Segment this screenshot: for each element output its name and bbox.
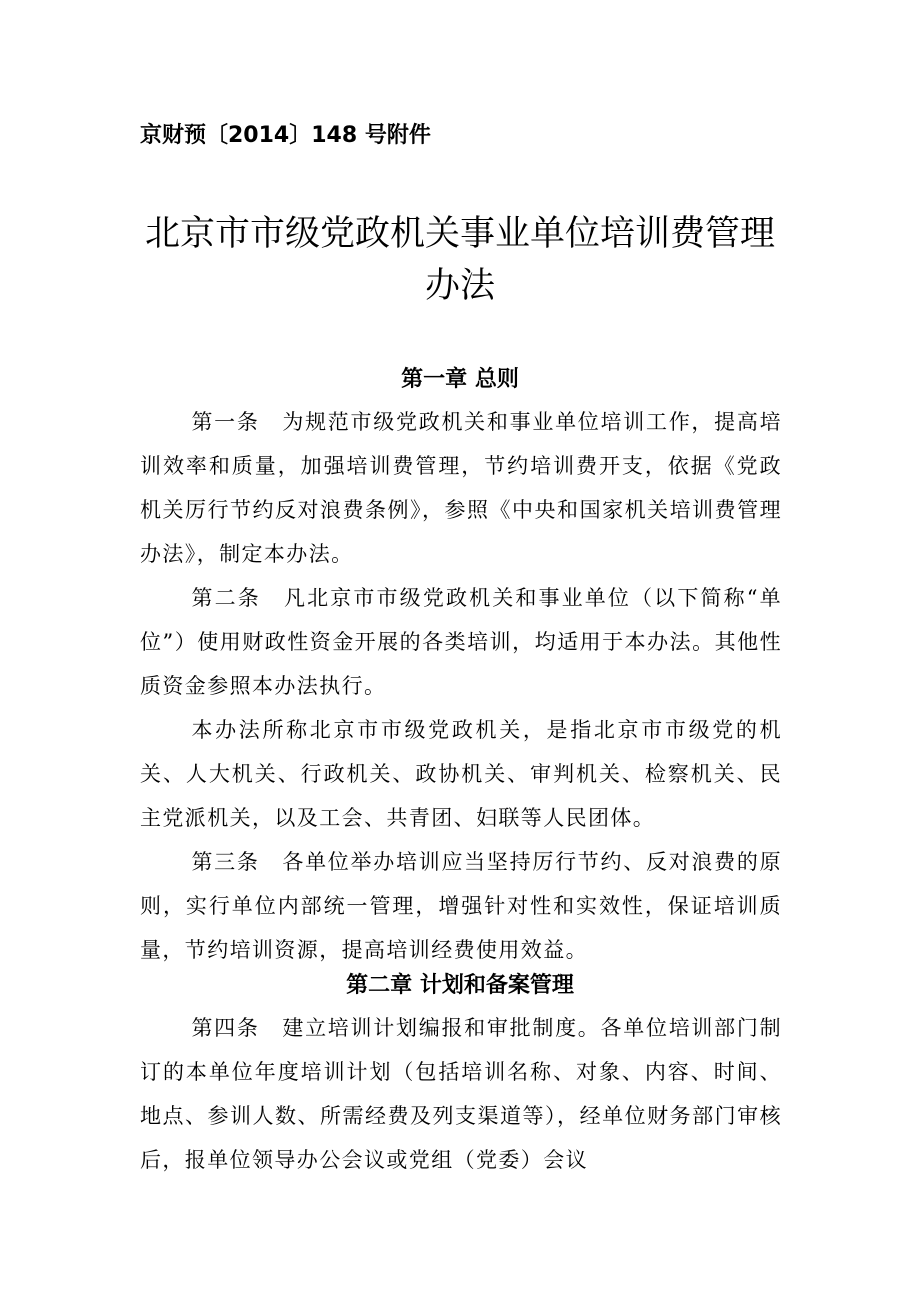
article-2-supplement-text: 本办法所称北京市市级党政机关，是指北京市市级党的机关、人大机关、行政机关、政协机关、审判机关、检察机关、民主党派机关，以及工会、共青团、妇联等人民团体。	[140, 718, 782, 830]
article-4-paragraph	[140, 1006, 782, 1182]
article-4-number: 第四条	[191, 1016, 260, 1040]
document-title-line-1: 北京市市级党政机关事业单位培训费管理	[144, 214, 775, 254]
article-3-paragraph	[140, 840, 782, 972]
chapter-1-heading: 第一章 总则	[401, 367, 519, 392]
article-2-supplement-paragraph	[140, 708, 782, 840]
article-1-number: 第一条	[191, 410, 260, 434]
article-3-text: 各单位举办培训应当坚持厉行节约、反对浪费的原则，实行单位内部统一管理，增强针对性和实效性，保证培训质量，节约培训资源，提高培训经费使用效益。	[140, 850, 782, 962]
article-4-text: 建立培训计划编报和审批制度。各单位培训部门制订的本单位年度培训计划（包括培训名称、对象、内容、时间、地点、参训人数、所需经费及列支渠道等），经单位财务部门审核后，报单位领导办公会议或党组（党委）会议	[140, 1016, 782, 1172]
chapter-2-heading: 第二章 计划和备案管理	[346, 973, 574, 998]
document-title	[130, 208, 790, 312]
article-2-number: 第二条	[191, 586, 261, 610]
document-title-line-2: 办法	[424, 266, 495, 306]
article-1-text: 为规范市级党政机关和事业单位培训工作，提高培训效率和质量，加强培训费管理，节约培训费开支，依据《党政机关厉行节约反对浪费条例》，参照《中央和国家机关培训费管理办法》，制定本办法。	[140, 410, 782, 566]
article-3-number: 第三条	[191, 850, 260, 874]
article-2-paragraph	[140, 576, 782, 708]
article-1-paragraph	[140, 400, 782, 576]
article-2-text: 凡北京市市级党政机关和事业单位（以下简称“单位”）使用财政性资金开展的各类培训，均适用于本办法。其他性质资金参照本办法执行。	[140, 586, 782, 698]
attachment-reference: 京财预〔2014〕148 号附件	[140, 123, 431, 148]
